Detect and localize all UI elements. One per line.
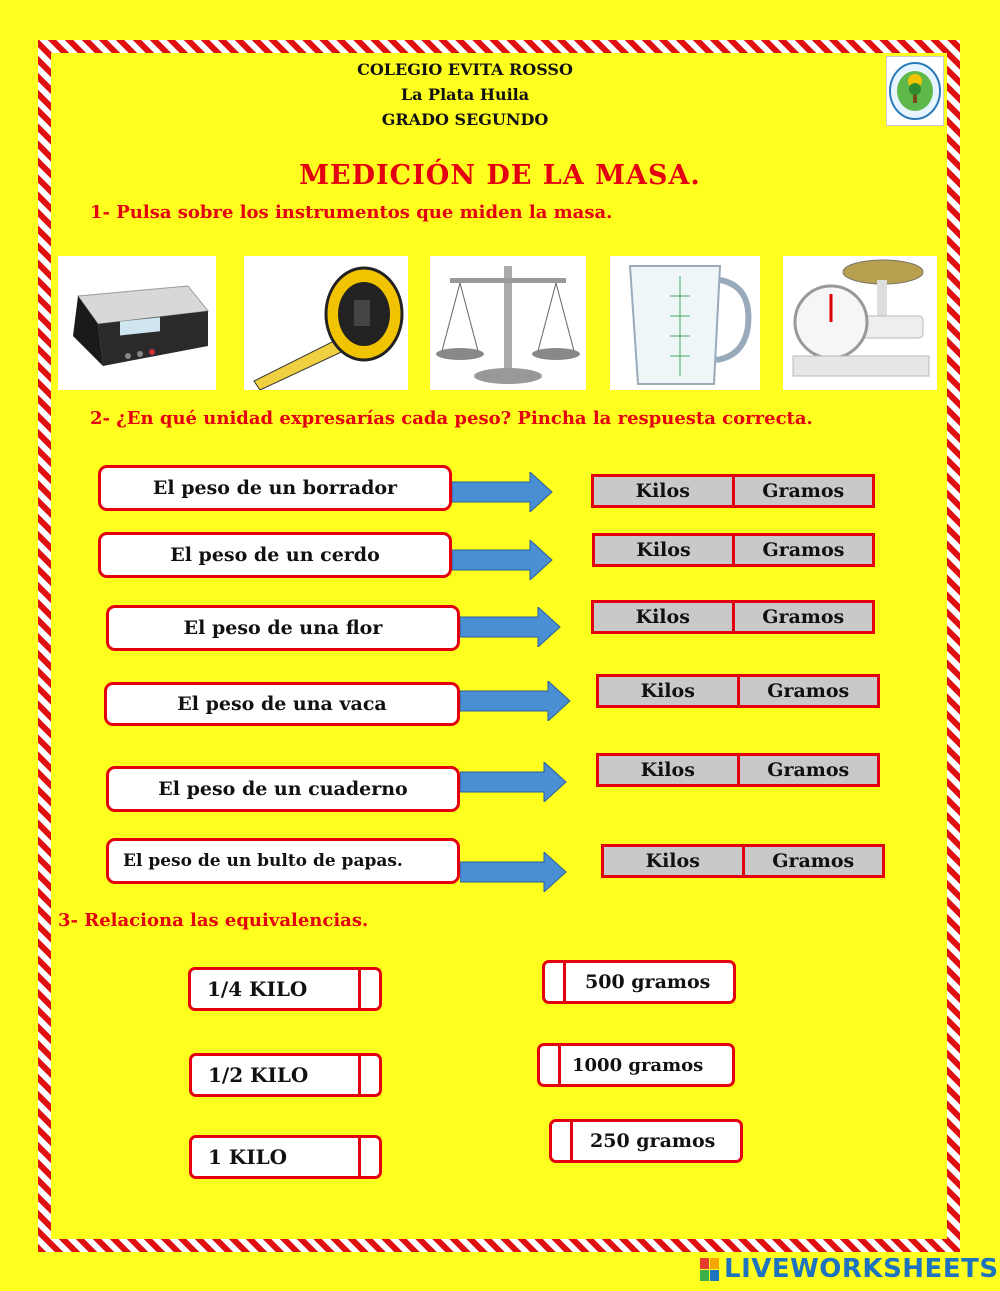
- weight-label-2: El peso de un cerdo: [98, 532, 452, 578]
- gramos-option[interactable]: Gramos: [732, 536, 872, 564]
- equiv-left-label: 1/2 KILO: [208, 1063, 309, 1087]
- equiv-right-1[interactable]: [542, 960, 736, 1004]
- tape-measure-image[interactable]: [244, 256, 408, 390]
- unit-choice-4: [596, 674, 880, 708]
- unit-choice-5: [596, 753, 880, 787]
- weight-label-3: El peso de una flor: [106, 605, 460, 651]
- equiv-right-3[interactable]: [549, 1119, 743, 1163]
- arrow-icon: [460, 681, 574, 721]
- unit-choice-2: [592, 533, 875, 567]
- gramos-option[interactable]: Gramos: [742, 847, 883, 875]
- equiv-right-label: 250 gramos: [590, 1130, 716, 1152]
- digital-scale-image[interactable]: [58, 256, 216, 390]
- arrow-icon: [460, 762, 570, 802]
- equiv-left-1[interactable]: [188, 967, 382, 1011]
- liveworksheets-logo-icon: [700, 1258, 720, 1282]
- weight-label-4: El peso de una vaca: [104, 682, 460, 726]
- equiv-left-label: 1 KILO: [208, 1145, 288, 1169]
- weight-label-5: El peso de un cuaderno: [106, 766, 460, 812]
- kilos-option[interactable]: Kilos: [635, 606, 690, 628]
- unit-choice-1: [591, 474, 875, 508]
- measuring-jug-image[interactable]: [610, 256, 760, 390]
- gramos-option[interactable]: Gramos: [732, 603, 873, 631]
- balance-scale-image[interactable]: [430, 256, 586, 390]
- equiv-right-label: 500 gramos: [585, 971, 711, 993]
- kilos-option[interactable]: Kilos: [640, 759, 695, 781]
- footer-brand[interactable]: LIVEWORKSHEETS: [724, 1254, 999, 1284]
- school-logo: [886, 56, 944, 126]
- gramos-option[interactable]: Gramos: [737, 756, 878, 784]
- equiv-left-label: 1/4 KILO: [207, 977, 308, 1001]
- arrow-icon: [452, 540, 556, 580]
- arrow-icon: [452, 472, 556, 512]
- arrow-icon: [460, 607, 564, 647]
- kilos-option[interactable]: Kilos: [645, 850, 700, 872]
- equiv-left-2[interactable]: [189, 1053, 382, 1097]
- weight-label-1: El peso de un borrador: [98, 465, 452, 511]
- school-city: La Plata Huila: [400, 85, 530, 104]
- arrow-icon: [460, 852, 570, 892]
- unit-choice-3: [591, 600, 875, 634]
- equiv-left-3[interactable]: [189, 1135, 382, 1179]
- school-name: COLEGIO EVITA ROSSO: [357, 60, 573, 79]
- kilos-option[interactable]: Kilos: [635, 480, 690, 502]
- question-3: 3- Relaciona las equivalencias.: [58, 910, 369, 931]
- equiv-right-label: 1000 gramos: [572, 1054, 704, 1076]
- unit-choice-6: [601, 844, 885, 878]
- gramos-option[interactable]: Gramos: [732, 477, 873, 505]
- equiv-right-2[interactable]: [537, 1043, 735, 1087]
- question-2: 2- ¿En qué unidad expresarías cada peso? Pincha la respuesta correcta.: [90, 408, 813, 429]
- kilos-option[interactable]: Kilos: [636, 539, 691, 561]
- question-1: 1- Pulsa sobre los instrumentos que miden la masa.: [90, 202, 613, 223]
- gramos-option[interactable]: Gramos: [737, 677, 878, 705]
- kitchen-scale-image[interactable]: [783, 256, 937, 390]
- kilos-option[interactable]: Kilos: [640, 680, 695, 702]
- weight-label-6: El peso de un bulto de papas.: [106, 838, 460, 884]
- page-title: MEDICIÓN DE LA MASA.: [299, 160, 701, 191]
- school-grade: GRADO SEGUNDO: [381, 110, 549, 129]
